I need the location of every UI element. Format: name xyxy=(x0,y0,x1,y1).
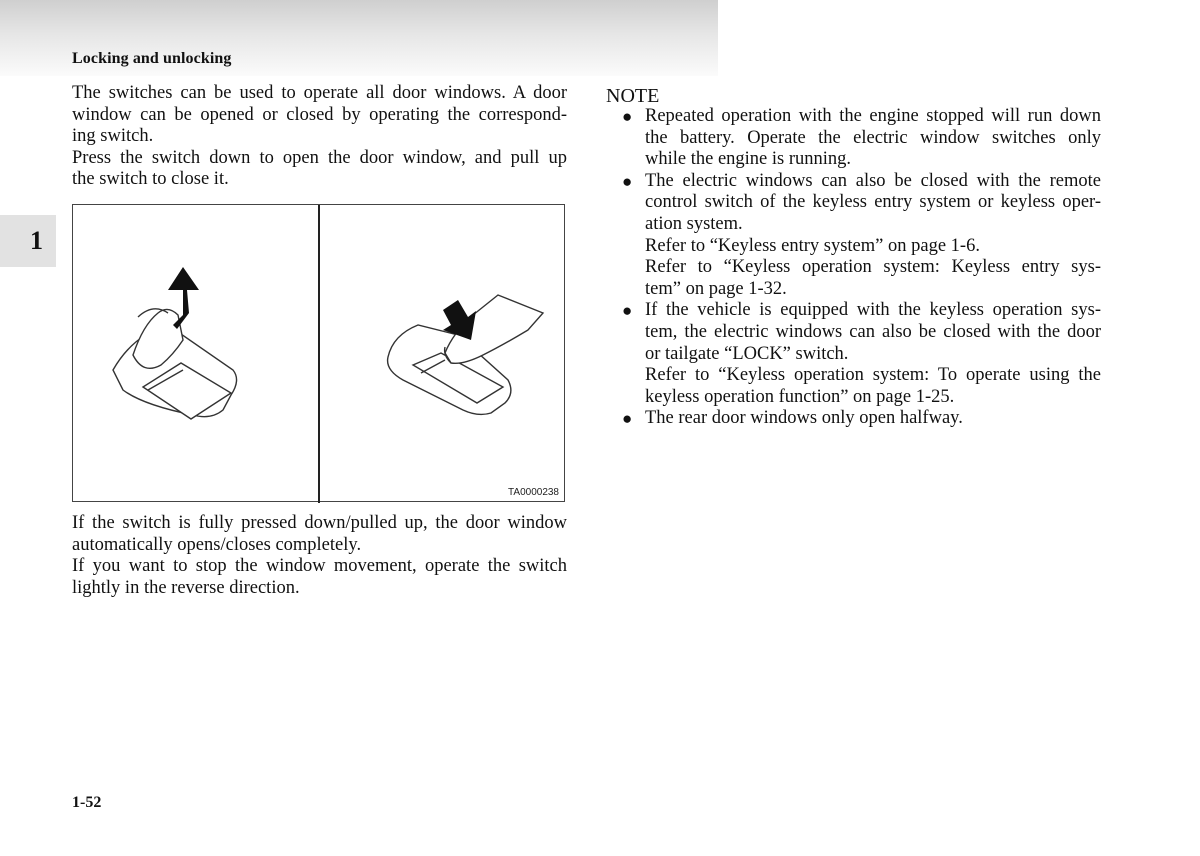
text-line: The electric windows can also be closed with the remote xyxy=(645,170,1101,191)
note-item xyxy=(622,171,1101,301)
text-line: If the switch is fully pressed down/pulled up, the door window xyxy=(72,513,567,533)
chapter-number: 1 xyxy=(30,226,43,255)
bullet-icon: ● xyxy=(622,409,633,429)
text-line: the switch to close it. xyxy=(72,169,229,190)
auto-operation-paragraph xyxy=(72,513,567,599)
text-line: If you want to stop the window movement, operate the switch xyxy=(72,556,567,577)
text-line: ing switch. xyxy=(72,126,154,147)
switch-drawings xyxy=(73,205,566,503)
text-line: control switch of the keyless entry system or keyless oper- xyxy=(645,192,1101,213)
text-line: tem, the electric windows can also be closed with the door xyxy=(645,321,1101,342)
text-line: Refer to “Keyless operation system: Keyless entry sys- xyxy=(645,257,1101,278)
text-line: tem” on page 1-32. xyxy=(645,278,787,299)
note-item xyxy=(622,106,1101,171)
section-title: Locking and unlocking xyxy=(72,50,232,67)
text-line: or tailgate “LOCK” switch. xyxy=(645,343,849,364)
note-list xyxy=(622,106,1101,430)
text-line: Press the switch down to open the door window, and pull up xyxy=(72,147,567,168)
bullet-icon: ● xyxy=(622,171,633,191)
figure-code: TA0000238 xyxy=(508,487,559,498)
text-line: while the engine is running. xyxy=(645,149,852,170)
text-line: The switches can be used to operate all door windows. A door xyxy=(72,83,567,103)
window-switch-illustration xyxy=(72,204,565,502)
text-line: lightly in the reverse direction. xyxy=(72,577,300,598)
note-item xyxy=(622,408,1101,430)
bullet-icon: ● xyxy=(622,301,633,321)
text-line: the battery. Operate the electric window switches only xyxy=(645,127,1101,148)
text-line: automatically opens/closes completely. xyxy=(72,534,362,555)
text-line: If the vehicle is equipped with the keyless operation sys- xyxy=(645,300,1101,321)
bullet-icon: ● xyxy=(622,107,633,126)
text-line: Refer to “Keyless operation system: To operate using the xyxy=(645,365,1101,386)
note-item xyxy=(622,300,1101,408)
note-heading: NOTE xyxy=(606,85,660,107)
chapter-tab xyxy=(0,215,56,267)
text-line: keyless operation function” on page 1-25. xyxy=(645,386,955,407)
text-line: Refer to “Keyless entry system” on page 1-6. xyxy=(645,235,980,256)
text-line: ation system. xyxy=(645,213,743,234)
intro-paragraph xyxy=(72,83,567,191)
text-line: Repeated operation with the engine stopped will run down xyxy=(645,106,1101,126)
text-line: window can be opened or closed by operating the correspond- xyxy=(72,104,567,125)
page-number: 1-52 xyxy=(72,794,102,811)
text-line: The rear door windows only open halfway. xyxy=(645,408,963,429)
